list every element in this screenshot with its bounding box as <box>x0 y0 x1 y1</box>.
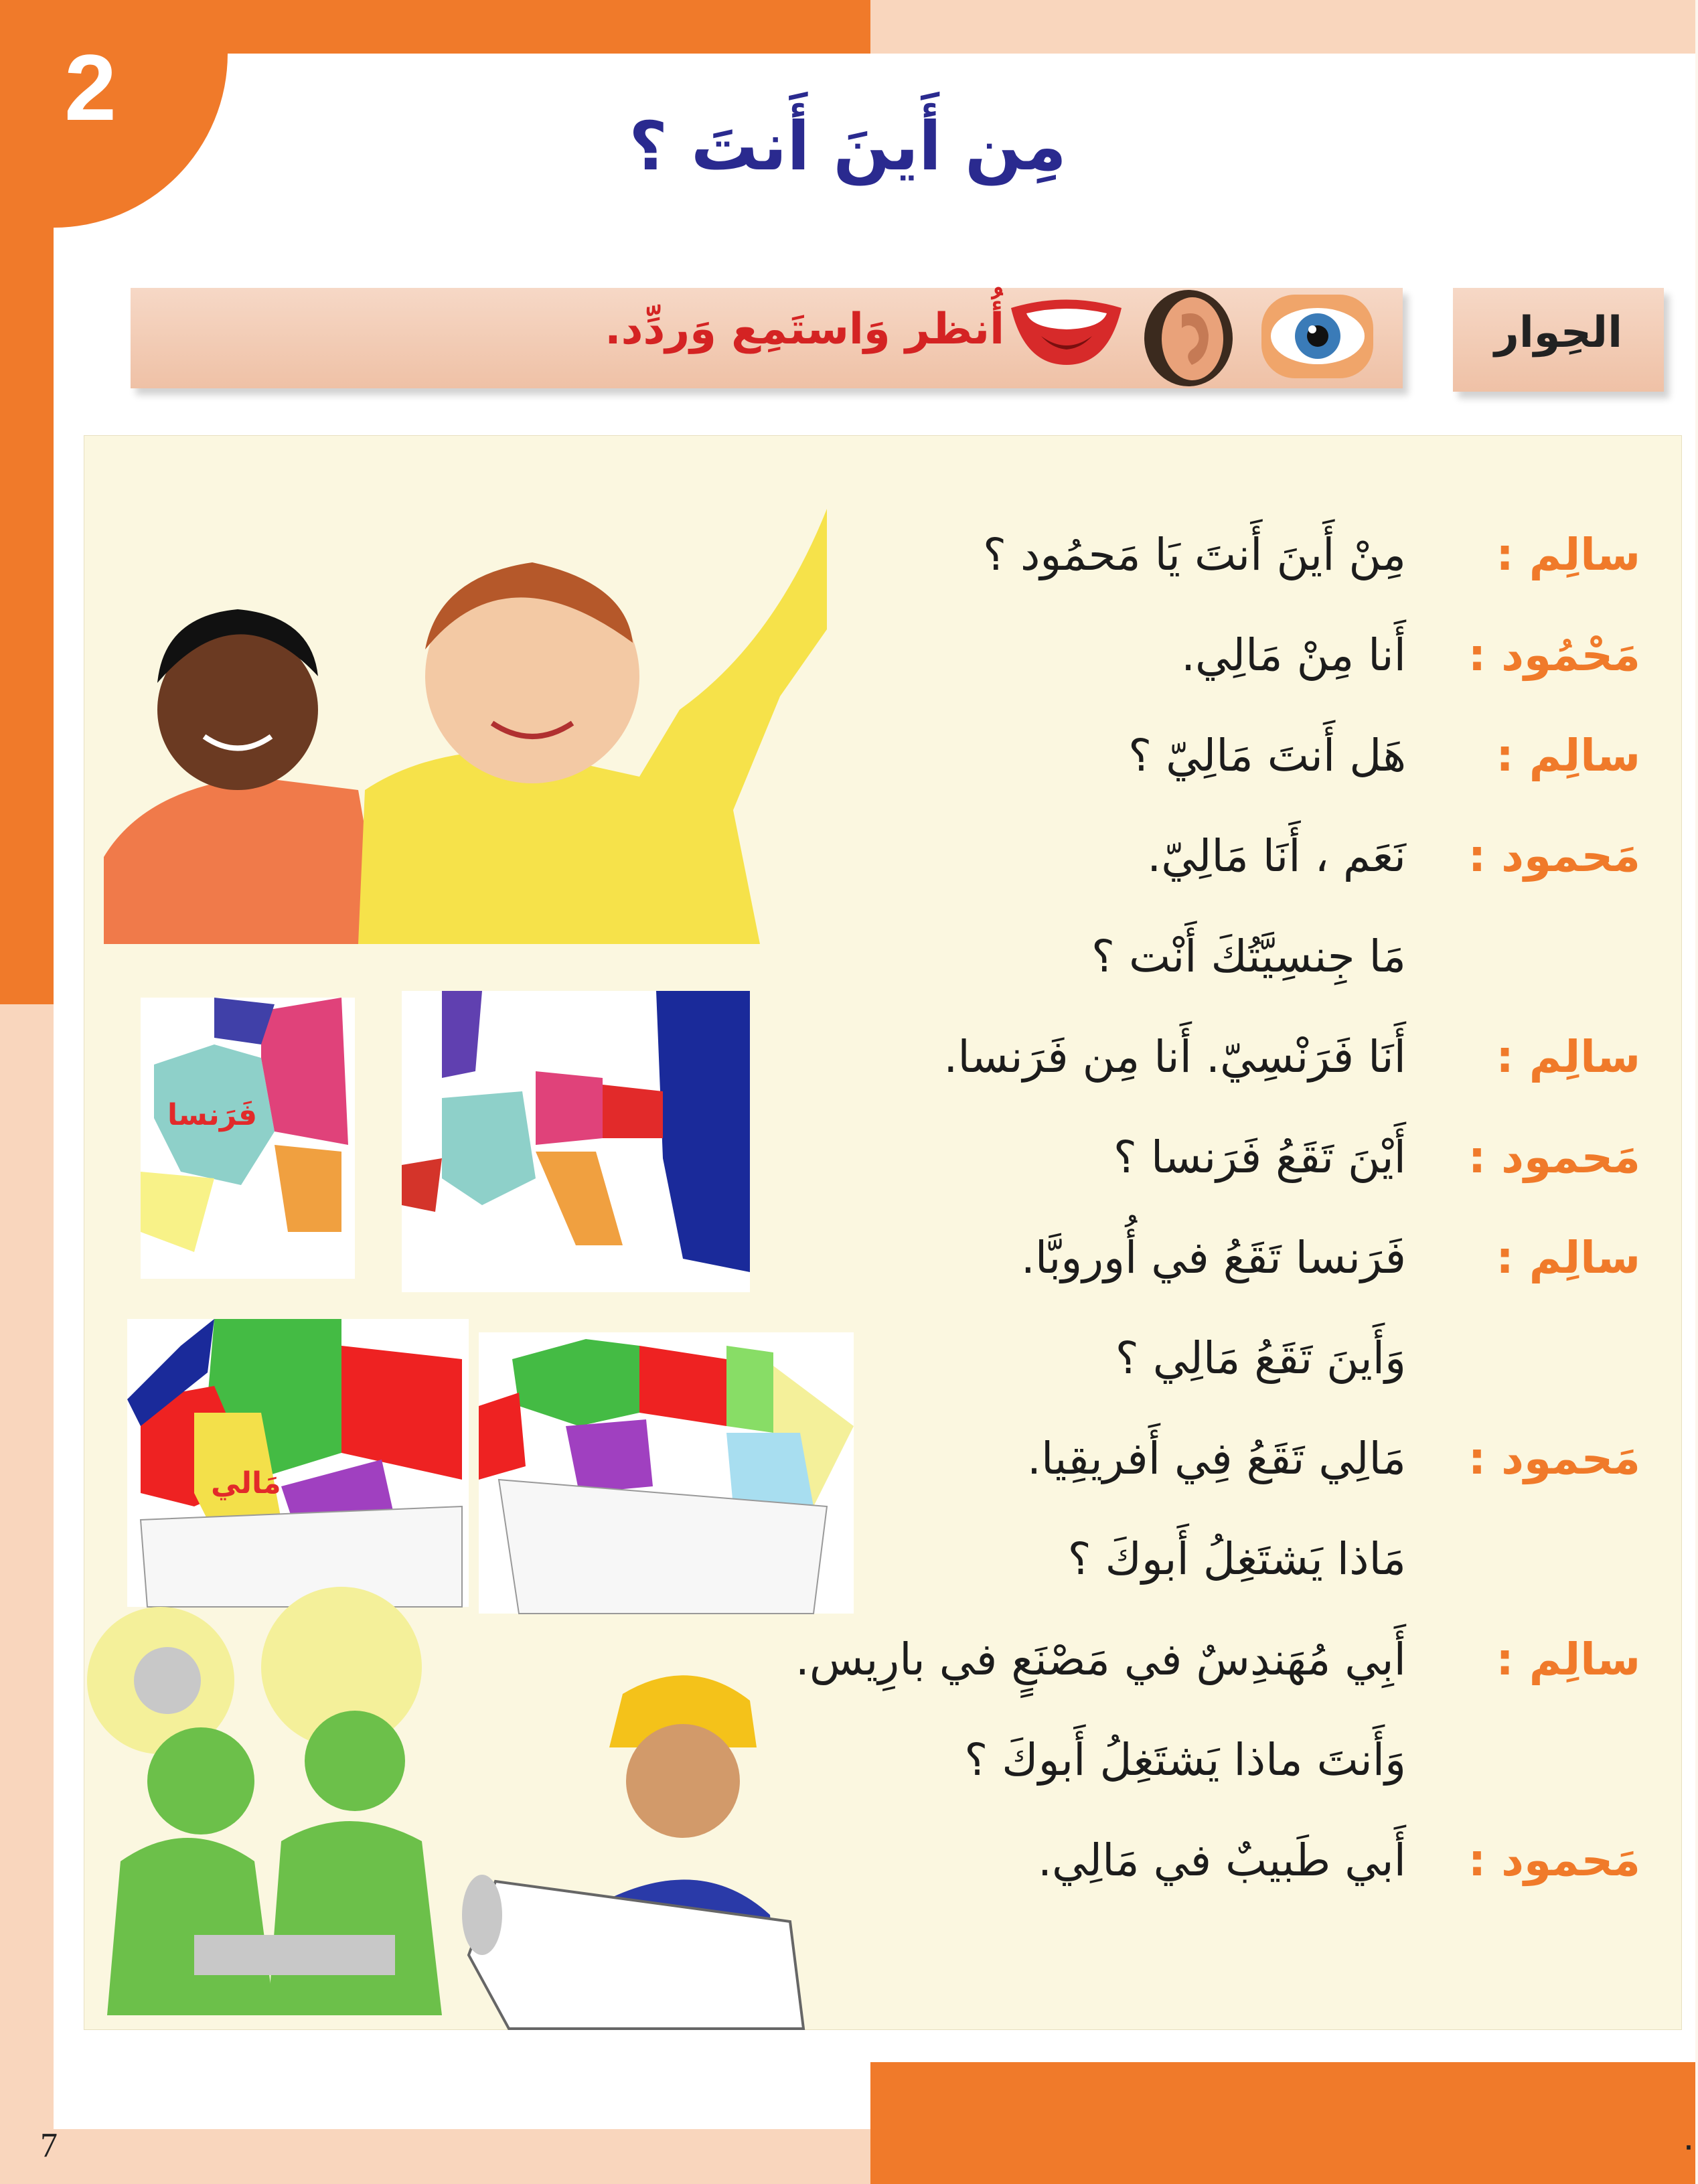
france-map <box>141 998 355 1279</box>
top-peach-band <box>870 0 1695 54</box>
instruction-text: أُنظر وَاستَمِع وَردِّد. <box>605 305 1004 354</box>
left-peach-band <box>0 1004 54 2062</box>
dialogue-speaker: مَحْمُود : <box>1468 629 1640 681</box>
dialogue-line: وَأَنتَ ماذا يَشتَغِلُ أَبوكَ ؟ <box>964 1734 1406 1786</box>
dialogue-line: فَرَنسا تَقَعُ في أُوروبَّا. <box>1020 1232 1406 1283</box>
dialogue-line: أَنا مِنْ مَالِي. <box>1181 629 1406 681</box>
section-label: الحِوار <box>1494 308 1622 358</box>
surgeons-illustration <box>107 1640 455 2015</box>
dialogue-speaker: سالِم : <box>1496 1031 1640 1083</box>
dialogue-line: نَعَم ، أَنَا مَالِيّ. <box>1147 830 1406 882</box>
dialogue-line: أَيْنَ تَقَعُ فَرَنسا ؟ <box>1113 1132 1406 1183</box>
dialogue-speaker: مَحمود : <box>1468 1132 1640 1183</box>
bottom-white-strip <box>54 2062 870 2129</box>
dialogue-speaker: سالِم : <box>1496 1232 1640 1283</box>
lesson-number: 2 <box>64 35 117 140</box>
mali-map-label: مَالي <box>211 1466 281 1500</box>
dialogue-line: أَنَا فَرَنْسِيّ. أَنا مِن فَرَنسا. <box>943 1031 1406 1083</box>
dialogue-speaker: مَحمود : <box>1468 830 1640 882</box>
dialogue-line: هَل أَنتَ مَالِيّ ؟ <box>1128 730 1406 781</box>
dialogue-speaker: مَحمود : <box>1468 1835 1640 1886</box>
dialogue-speaker: مَحمود : <box>1468 1433 1640 1484</box>
dialogue-line: مَاذا يَشتَغِلُ أَبوكَ ؟ <box>1067 1533 1406 1585</box>
dialogue-line: مِنْ أَينَ أَنتَ يَا مَحمُود ؟ <box>982 529 1406 580</box>
dialogue-speaker: سالِم : <box>1496 529 1640 580</box>
page-number: 7 <box>40 2126 58 2165</box>
page-title: مِن أَينَ أَنتَ ؟ <box>629 107 1067 185</box>
page-number-arabic: ٠ <box>1679 2127 1698 2165</box>
dialogue-speaker: سالِم : <box>1496 1634 1640 1685</box>
france-map-label: فَرَنسا <box>167 1098 257 1132</box>
dialogue-line: أَبي طَبيبٌ في مَالِي. <box>1038 1835 1406 1886</box>
dialogue-speaker: سالِم : <box>1496 730 1640 781</box>
mali-map <box>127 1319 469 1607</box>
dialogue-line: مَا جِنسِيَّتُكَ أَنْت ؟ <box>1091 931 1406 982</box>
mouth-icon <box>1008 295 1125 368</box>
eye-icon <box>1259 288 1376 385</box>
dialogue-line: أَبِي مُهَندِسٌ في مَصْنَعٍ في بارِيس. <box>795 1634 1406 1685</box>
europe-map <box>402 991 750 1292</box>
ear-icon <box>1142 288 1235 388</box>
dialogue-line: وَأَينَ تَقَعُ مَالِي ؟ <box>1115 1332 1406 1384</box>
bottom-orange-band <box>870 2062 1695 2184</box>
dialogue-line: مَالِي تَقَعُ فِي أَفريقِيا. <box>1026 1433 1406 1484</box>
